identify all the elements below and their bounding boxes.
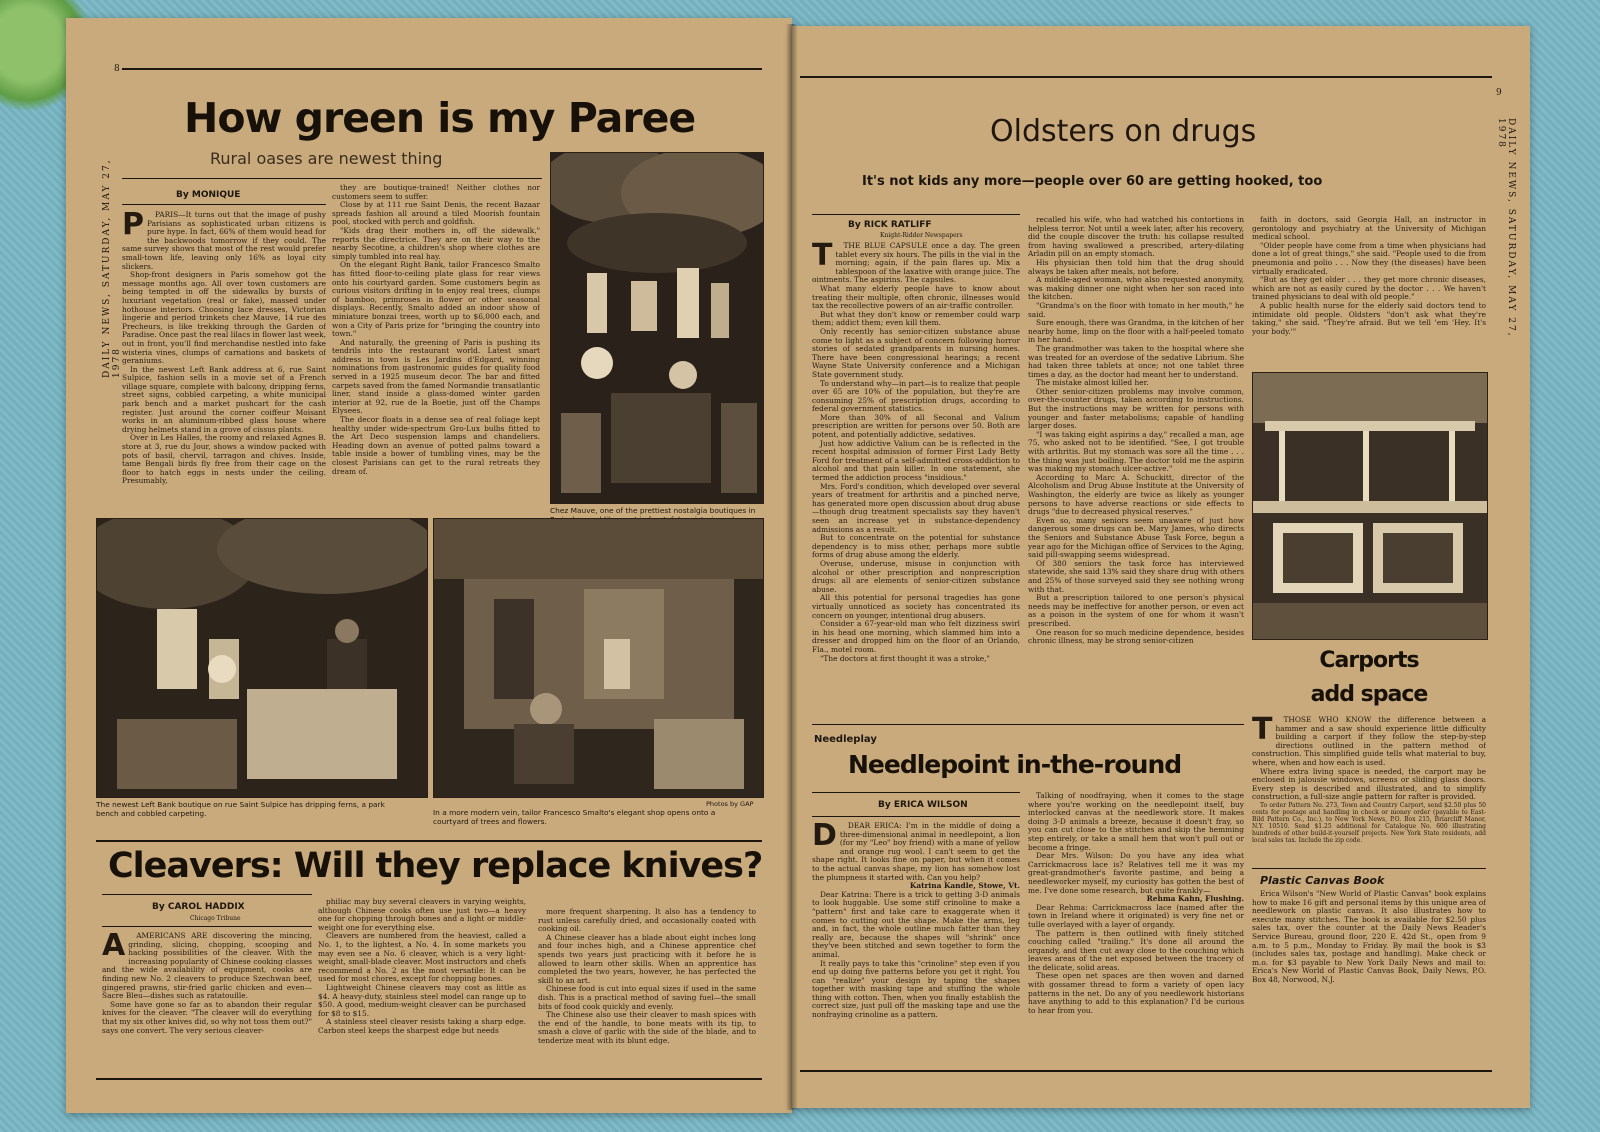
paragraph: The grandmother was taken to the hospital where she was treated for an overdose of the sedative Librium. She had taken three tablets at once; not one tablet three times a day, as the doctor had meant her to understand.	[1028, 343, 1244, 379]
paragraph: To order Pattern No. 273, Town and Country Carport, send $2.50 plus 50 cents for postage and handling in check or money order (payable to East-Bild Pattern Co., Inc.), to New York News, P.O. Box 215, Briarcliff Manor, N.Y. 10510. Send $1.25 additional for Catalogue No. 600 illustrating hundreds of other build-it-yourself projects. New York State residents, add local sales tax. Include the zip code.	[1252, 801, 1486, 844]
drop-cap: A	[102, 932, 126, 963]
article-headline: How green is my Paree	[184, 94, 696, 142]
paragraph: A middle-aged woman, who also requested anonymity, was making dinner one night when her son raced into the kitchen.	[1028, 275, 1244, 302]
cleavers-column-1	[102, 932, 312, 1068]
oldsters-headline: Oldsters on drugs	[990, 114, 1257, 149]
paragraph: "But as they get older . . . they get more chronic diseases, which are not as easily cured by the doctor . . . We haven't trained physicians to deal with old people."	[1252, 275, 1486, 302]
paragraph: Consider a 67-year-old man who felt dizziness swirl in his head one morning, which slammed him into a dresser and dropped him on the floor of an Orlando, Fla., motel room.	[812, 619, 1020, 654]
paragraph: Dear Katrina: There is a trick to getting 3-D animals to look huggable. Use some stiff crinoline to make a "pattern" first and take care to exaggerate when it comes to cutting out the shape. Make the arms, leg and, in fact, the whole outline much fatter than they really are, because the shapes will "shrink" once they've been stitched and sewn together to form the animal.	[812, 889, 1020, 959]
paragraph: And naturally, the greening of Paris is pushing its tendrils into the restaurant world. Latest smart address in town is Les Jardins d'Edgard, winning nominations from gastronomic guides for quality food served in a 1925 museum decor. The bar and fitted carpets saved from the famed Normandie transatlantic liner, stand inside a glass-domed winter garden interior at 92, rue de la Boetie, just off the Champs Elysees.	[332, 337, 540, 416]
article-byline: By MONIQUE	[176, 190, 241, 200]
paragraph: Shop-front designers in Paris somehow got the message months ago. All over town customers are being tempted in off the sidewalks by bursts of luxuriant vegetation (real or fake), massed under hothouse interiors. Choosing lace dresses, Victorian lingerie and period trinkets chez Mauve, 14 rue des Precheurs, is like trekking through the Garden of Paradise. Once past the real lilacs in flower last week, out in front, you'll find merchandise nestled into fake wisteria vines, clumps of carnations and baskets of geraniums.	[122, 270, 326, 366]
paragraph: Cleavers are numbered from the heaviest, called a No. 1, to the lightest, a No. 4. In some markets you may even see a No. 6 cleaver, which is a very light-weight, small-blade cleaver. Most instructors and chefs recommend a No. 2 as the most versatile: It can be used for most chores, except for chopping bones.	[318, 931, 526, 984]
paragraph: philiac may buy several cleavers in varying weights, although Chinese cooks often use just two—a heavy one for chopping through bones and a light or middle-weight one for everything else.	[318, 898, 526, 932]
needlepoint-column-2	[1028, 792, 1244, 1066]
paragraph: Lightweight Chinese cleavers may cost as little as $4. A heavy-duty, stainless steel model can range up to $50. A good, medium-weight cleaver can be purchased for $8 to $15.	[318, 982, 526, 1018]
paragraph: But what they don't know or remember could warp them; addict them; even kill them.	[812, 309, 1020, 328]
article-column-1	[122, 211, 326, 519]
paragraph: Even so, many seniors seem unaware of just how dangerous some drugs can be. Mary James, who directs the Seniors and Substance Abuse Task Force, begun a year ago for the Michigan office of Services to the Aging, said pill-swapping seems widespread.	[1028, 515, 1244, 560]
cleavers-headline: Cleavers: Will they replace knives?	[108, 846, 763, 886]
oldsters-deck: It's not kids any more—people over 60 are getting hooked, too	[862, 174, 1323, 189]
cleavers-column-2	[318, 898, 526, 1068]
paragraph: they are boutique-trained! Neither clothes nor customers seem to suffer.	[332, 184, 540, 201]
paragraph: more frequent sharpening. It also has a tendency to rust unless carefully dried, and occasionally coated with cooking oil.	[538, 908, 756, 934]
carports-headline-line: Carports	[1319, 648, 1419, 673]
needlepoint-headline: Needlepoint in-the-round	[848, 750, 1182, 779]
paragraph: Other senior-citizen problems may involve common, over-the-counter drugs, taken according to instructions. But the instructions may be written for persons with younger and faster metabolisms; capable of handling larger doses.	[1028, 386, 1244, 431]
oldsters-column-1	[812, 242, 1020, 720]
right-folio: 9	[1496, 88, 1503, 98]
cleavers-byline: By CAROL HADDIX	[152, 902, 245, 912]
drop-cap: P	[122, 211, 144, 242]
paragraph: DEAR ERICA: I'm in the middle of doing a three-dimensional animal in needlepoint, a lion (for my "Leo" boy friend) with a mane of yellow and orange rug wool. I can't seem to get the shape right. It looks fine on paper, but when it comes to the actual canvas shape, my lion has somehow lost the plumpness it started with. Can you help?	[812, 822, 1020, 882]
cleavers-column-3	[538, 908, 756, 1068]
article-column-2	[332, 184, 540, 520]
photo-smalto-shop	[433, 518, 764, 798]
paragraph: "Older people have come from a time when physicians had done a lot of great things," she said. "People used to die from pneumonia and polio . . . Now they (the diseases) have been virtually eradicated.	[1252, 240, 1486, 276]
paragraph: In the newest Left Bank address at 6, rue Saint Sulpice, fashion sells in a movie set of a French village square, complete with balcony, dripping ferns, street signs, cobbled carpeting, a white municipal park bench and a market pushcart for the cash register. Just around the corner coiffeur Moisant works in an aluminum-ribbed glass house where drying helmets stand in a grove of cissus plants.	[122, 364, 326, 434]
paragraph: Where extra living space is needed, the carport may be enclosed in jalousie windows, screens or sliding glass doors. Every step is described and illustrated, and to simplify construction, a full-size angle pattern for rafter is provided.	[1252, 766, 1486, 802]
paragraph: To understand why—in part—is to realize that people over 65 are 10% of the population, but they're are consuming 25% of prescription drugs, according to federal government statistics.	[812, 378, 1020, 414]
paragraph: Sure enough, there was Grandma, in the kitchen of her nearby home, limp on the floor with a half-peeled tomato in her hand.	[1028, 318, 1244, 345]
paragraph: Dear Rehma: Carrickmacross lace (named after the town in Ireland where it originated) is very fine net or tulle overlayed with a layer of organdy.	[1028, 902, 1244, 929]
paragraph: Just how addictive Valium can be is reflected in the recent hospital admission of former First Lady Betty Ford for treatment of a self-admitted cross-addiction to alcohol and that pain killer. In one statement, she termed the addiction process "insidious."	[812, 438, 1020, 483]
paragraph: Close by at 111 rue Saint Denis, the recent Bazaar spreads fashion all around a tiled Moorish fountain pool, stocked with perch and goldfish.	[332, 200, 540, 227]
paragraph: faith in doctors, said Georgia Hall, an instructor in gerontology and psychiatry at the University of Michigan medical school.	[1252, 216, 1486, 242]
drop-cap: D	[812, 822, 837, 853]
drop-cap: T	[812, 242, 833, 273]
paragraph: The mistake almost killed her.	[1036, 378, 1149, 388]
paragraph: Mrs. Ford's condition, which developed over several years of treatment for arthritis and a pinched nerve, has generated more open discussion about drug abuse—though drug treatment specialists say they haven't seen an increase yet in substance-dependency admissions as a result.	[812, 481, 1020, 534]
needlepoint-byline: By ERICA WILSON	[878, 800, 968, 810]
paragraph: THE BLUE CAPSULE once a day. The green tablet every six hours. The pills in the vial in the morning; again, if the pain flares up. Mix a tablespoon of the laxative with orange juice. The ointments. The aspirins. The capsules.	[812, 242, 1020, 285]
paragraph: The decor floats in a dense sea of real foliage kept healthy under wide-spectrum Gro-Lux bulbs fitted to the Art Deco suspension lamps and chandeliers. Heading down an avenue of potted palms toward a table inside a bower of tumbling vines, may be the closest Parisians can get to the rural retreats they dream of.	[332, 415, 540, 476]
needleplay-kicker: Needleplay	[814, 734, 877, 745]
article-deck: Rural oases are newest thing	[210, 149, 443, 168]
paragraph: His physician then told him that the drug should always be taken after meals, not before.	[1028, 257, 1244, 276]
paragraph: "Grandma's on the floor with tomato in her mouth," he said.	[1028, 300, 1244, 319]
paragraph: The pattern is then outlined with finely stitched couching called "trailing." It's done all around the organdy, and then cut away close to the couching which leaves areas of the net exposed between the tracery of the delicate, solid areas.	[1028, 928, 1244, 972]
paragraph: A stainless steel cleaver resists taking a sharp edge. Carbon steel keeps the sharpest edge but needs	[318, 1017, 526, 1035]
needlepoint-column-1	[812, 822, 1020, 1066]
paragraph: AMERICANS ARE discovering the mincing, grinding, slicing, chopping, scooping and hacking possibilities of the cleaver. With the increasing popularity of Chinese cooking classes and the wide availability of equipment, cooks are finding new No. 2 cleavers to produce Szechwan beef, gingered prawns, stir-fried garlic chicken and even—Sacre Bleu—dishes such as ratatouille.	[102, 932, 312, 1001]
photo-saint-sulpice	[96, 518, 428, 798]
paragraph: Talking of noodfraying, when it comes to the stage where you're working on the needlepoint itself, buy interlocked canvas at the needlework store. It makes doing 3-D animals a breeze, because it doesn't fray, so you can cut close to the stitches and skip the hemming step entirely, or take a small hem that won't pull out or become a fringe.	[1028, 792, 1244, 852]
paragraph: Chinese food is cut into equal sizes if used in the same dish. This is a practical method of saving fuel—the small bits of food cook quickly and evenly.	[538, 984, 756, 1011]
paragraph: "Kids drag their mothers in, off the sidewalk," reports the directrice. They are on their way to the nearby Secotine, a children's shop where clothes are simply tumbled into real hay.	[332, 225, 540, 261]
paragraph: Only recently has senior-citizen substance abuse come to light as a subject of concern following horror stories of sedated grandparents in nursing homes. There have been congressional hearings; a recent Wayne State University conference and a Michigan State government study.	[812, 326, 1020, 379]
photo-carport	[1252, 372, 1488, 640]
letter-signature: Katrina Kandle, Stowe, Vt.	[909, 881, 1020, 891]
oldsters-byline: By RICK RATLIFF	[848, 220, 932, 230]
photo-caption: Chez Mauve, one of the prettiest nostalgia boutiques in	[550, 506, 756, 515]
left-folio: 8	[114, 64, 121, 74]
paragraph: "I was taking eight aspirins a day," recalled a man, age 75, who asked not to be identified. "See, I got trouble with arthritis. But my stomach was sore all the time . . . the thing was just boiling. The doctor told me the aspirin was making my stomach ulcer-active."	[1028, 429, 1244, 474]
oldsters-byline-source: Knight-Ridder Newspapers	[880, 232, 963, 239]
paragraph: "The doctors at first thought it was a stroke,"	[820, 653, 990, 663]
paragraph: On the elegant Right Bank, tailor Francesco Smalto has fitted floor-to-ceiling plate glass for rear views onto his courtyard garden. Some customers begin as curious visitors drifting in to enjoy real trees, clumps of bamboo, primroses in flower or other seasonal displays. Recently, Smalto added an indoor show of miniature bonzai trees, worth up to $6,000 each, and won a City of Paris prize for "bringing the country into town."	[332, 260, 540, 339]
cleavers-byline-source: Chicago Tribune	[190, 915, 241, 922]
paragraph: PARIS—It turns out that the image of pushy Parisians as sophisticated urban citizens is pure hype. In fact, 66% of them would head for the backwoods tomorrow if they could. The same survey shows that most of the rest would prefer small-town life, leaving only 16% as loyal city slickers.	[122, 211, 326, 271]
paragraph: What many elderly people have to know about treating their multiple, often chronic, illnesses would tax the recollective powers of an air-traffic controller.	[812, 283, 1020, 311]
paragraph: A public health nurse for the elderly said doctors tend to intimidate old people. Oldsters "don't ask what they're taking," she said. "They're afraid. But we tell 'em 'Hey. It's your body.'"	[1252, 300, 1486, 336]
paragraph: But a prescription tailored to one person's physical needs may be ineffective for another person, or even act as a poison in the system of one for whom it wasn't prescribed.	[1028, 593, 1244, 628]
paragraph: THOSE WHO KNOW the difference between a hammer and a saw should experience little difficulty building a carport if they follow the step-by-step directions outlined in the pattern method of construction. This simplified guide tells what material to buy, where, when and how each is used.	[1252, 716, 1486, 767]
right-dateline: DAILY NEWS, SATURDAY, MAY 27, 1978	[1496, 118, 1516, 338]
right-page	[792, 26, 1530, 1108]
paragraph: One reason for so much medicine dependence, besides chronic illness, may be strong senior-citizen	[1028, 627, 1244, 646]
carports-headline-line: add space	[1310, 682, 1428, 707]
paragraph: Over in Les Halles, the roomy and relaxed Agnes B. store at 3, rue du Jour, shows a window packed with pots of basil, chervil, tarragon and chives. Inside, tame Bengali birds fly free from their cage on the floor to hatch eggs in nests under the ceiling. Presumably,	[122, 433, 326, 486]
photo-caption: In a more modern vein, tailor Francesco Smalto's elegant shop opens onto a courtyard of trees and flowers.	[433, 808, 716, 826]
carports-headline	[1266, 644, 1472, 712]
paragraph: These open net spaces are then woven and darned with gossamer thread to form a variety of open lacy patterns in the net. Do any of you needlework historians have anything to add to this explanation? I'd be curious to hear from you.	[1028, 971, 1244, 1015]
photo-credit: Photos by GAP	[706, 800, 754, 808]
paragraph: But to concentrate on the potential for substance dependency is to miss other, perhaps more subtle forms of drug abuse among the elderly.	[812, 533, 1020, 560]
paragraph: More than 30% of all Seconal and Valium prescription are written for persons over 50. Both are potent, and potentially addictive, sedatives.	[812, 412, 1020, 440]
paragraph: A Chinese cleaver has a blade about eight inches long and four inches high, and a Chinese apprentice chef spends two years just practicing with it before he is allowed to learn other skills. When an apprentice has completed the two years, however, he has perfected the skill to an art.	[538, 932, 756, 985]
plastic-canvas-body	[1252, 890, 1486, 1064]
paragraph: Of 380 seniors the task force has interviewed statewide, she said 13% said they share drug with others and 25% of those surveyed said they see nothing wrong with that.	[1028, 558, 1244, 594]
oldsters-column-2	[1028, 216, 1244, 720]
carports-body	[1252, 716, 1486, 860]
paragraph: Dear Mrs. Wilson: Do you have any idea what Carrickmacross lace is? Relatives tell me it was my great-grandmother's favorite pastime, and being a needleworker myself, my curiosity has gotten the best of me. I've done some research, but quite frankly—	[1028, 851, 1244, 895]
paragraph: All this potential for personal tragedies has gone virtually unnoticed as society has concentrated its concern on younger, intentional drug abusers.	[812, 593, 1020, 620]
letter-signature: Rehma Kahn, Flushing.	[1146, 894, 1244, 904]
paragraph: It really pays to take this "crinoline" step even if you end up doing five patterns before you get it right. You can "realize" your design by taping the shapes together with masking tape and stuffing the whole thing with cotton. Then, when you finally establish the correct size, just pull off the masking tape and use the nonfraying crinoline as a pattern.	[812, 958, 1020, 1020]
page-gutter	[786, 24, 798, 1110]
left-dateline: DAILY NEWS, SATURDAY, MAY 27, 1978	[102, 158, 122, 378]
photo-caption: The newest Left Bank boutique on rue Saint Sulpice has dripping ferns, a park bench and cobbled carpeting.	[96, 800, 385, 818]
drop-cap: T	[1252, 716, 1273, 747]
plastic-canvas-headline: Plastic Canvas Book	[1260, 874, 1385, 887]
paragraph: Erica Wilson's "New World of Plastic Canvas" book explains how to make 16 gift and personal items by this unique area of needlework on plastic canvas. It also illustrates how to execute many stitches. The book is available for $2.50 plus sales tax, over the counter at the Daily News Reader's Service Bureau, ground floor, 220 E. 42d St., open from 9 a.m. to 5 p.m., Monday to Friday. By mail the book is $3 (includes sales tax, postage and handling). Make check or m.o. for $3 payable to New York Daily News and mail to: Erica's New World of Plastic Canvas Book, Daily News, P.O. Box 48, Norwood, N.J.	[1252, 890, 1486, 984]
oldsters-column-3	[1252, 216, 1486, 376]
paragraph: Some have gone so far as to abandon their regular knives for the cleaver. "The cleaver will do everything that my six other knives did, so why not toss them out?" says one convert. The very serious cleaver-	[102, 999, 312, 1035]
paragraph: The Chinese also use their cleaver to mash spices with the end of the handle, to bone meats with its tip, to smash a clove of garlic with the side of the blade, and to tenderize meat with its blunt edge.	[538, 1010, 756, 1045]
photo-chez-mauve	[550, 152, 764, 504]
paragraph: recalled his wife, who had watched his contortions in helpless terror. Not until a week later, after his recovery, did the couple discover the truth: his collapse resulted from having swallowed a prescribed, artery-dilating Arladin pill on an empty stomach.	[1028, 216, 1244, 259]
paragraph: Overuse, underuse, misuse in conjunction with alcohol or other prescription and nonprescription drugs: all are elements of senior-citizen substance abuse.	[812, 558, 1020, 594]
paragraph: According to Marc A. Schuckitt, director of the Alcoholism and Drug Abuse Institute at the University of Washington, the elderly are twice as likely as younger persons to have adverse reactions or side effects to drugs "due to decreased physical reserves."	[1028, 472, 1244, 517]
left-page	[66, 18, 792, 1113]
